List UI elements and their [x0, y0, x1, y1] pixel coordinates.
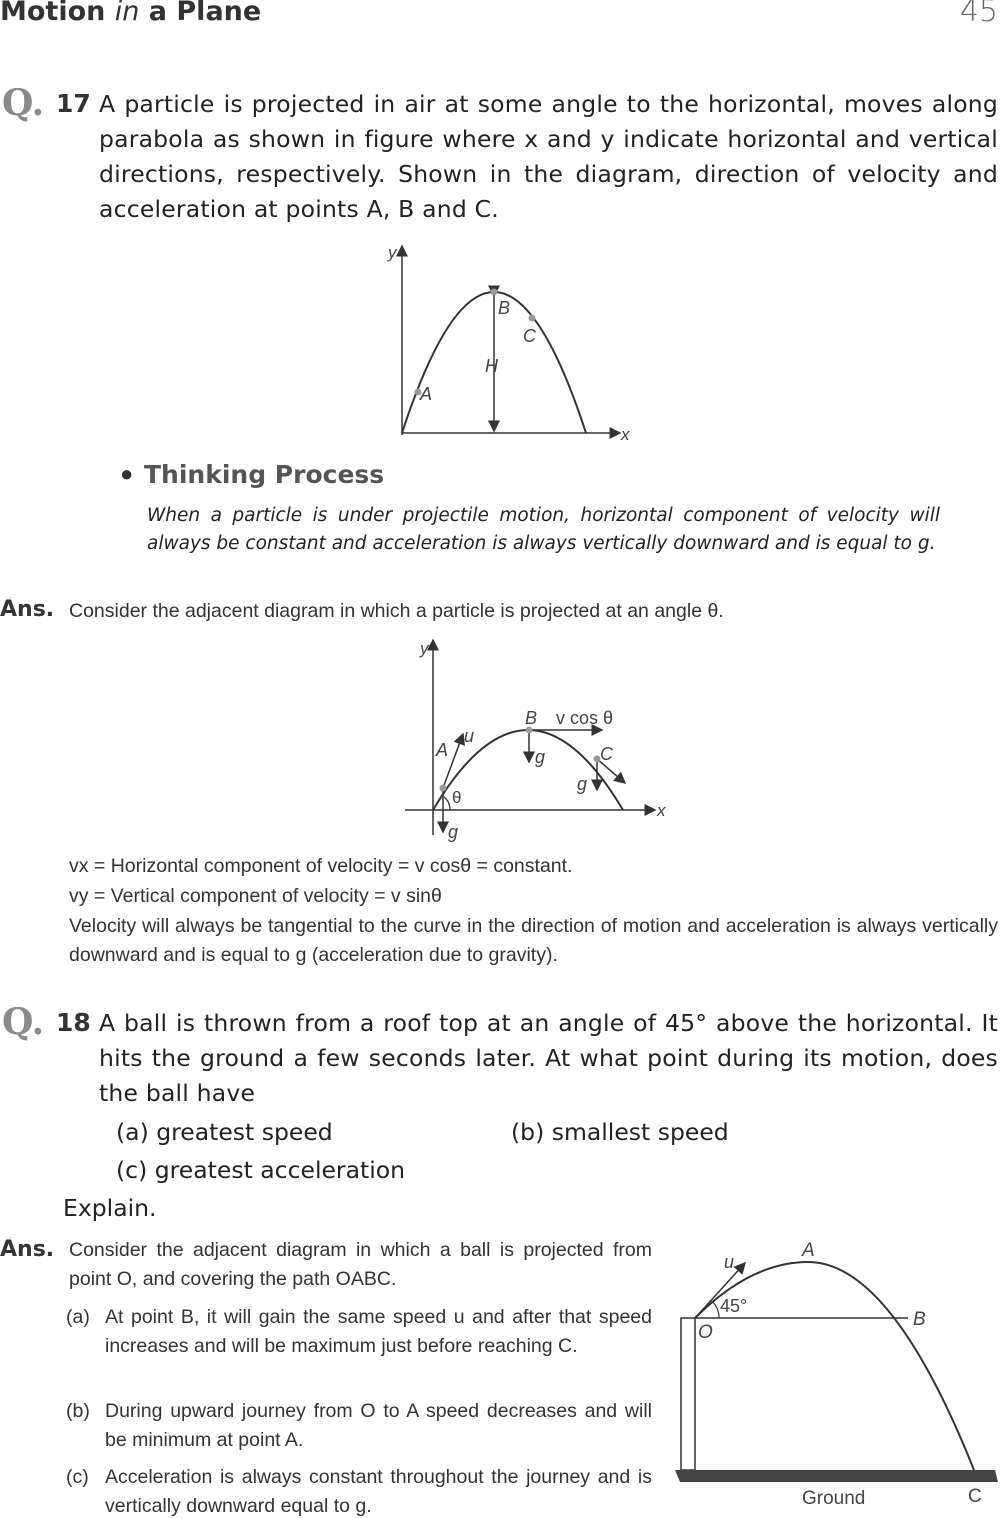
svg-text:Ground: Ground [802, 1488, 866, 1509]
vy-line: vy = Vertical component of velocity = v sinθ [69, 885, 442, 907]
svg-text:x: x [657, 801, 666, 820]
svg-text:H: H [485, 356, 498, 376]
vx-line: vx = Horizontal component of velocity = v cosθ = constant. [69, 855, 573, 877]
svg-text:u: u [724, 1252, 735, 1272]
answer-intro: Consider the adjacent diagram in which a particle is projected at an angle θ. [69, 600, 724, 622]
svg-text:g: g [535, 747, 546, 767]
svg-text:x: x [621, 425, 630, 444]
thinking-process-title: Thinking Process [144, 460, 385, 489]
svg-text:C: C [523, 326, 536, 346]
svg-text:B: B [913, 1309, 926, 1330]
question-mark: Q. [2, 82, 45, 124]
svg-text:v cos θ: v cos θ [556, 708, 614, 728]
answer-c-text: Acceleration is always constant throughout the journey and is vertically downward equal to g. [105, 1466, 652, 1517]
answer-conclusion: Velocity will always be tangential to the curve in the direction of motion and acceleration is always vertically downward and is equal to g (acceleration due to gravity). [69, 915, 998, 966]
question-text: A particle is projected in air at some angle to the horizontal, moves along parabola as shown in figure where x and y indicate horizontal and vertical directions, respectively. Shown in the diagram, direction of velocity and acceleration at points A, B and C. [99, 90, 998, 223]
explain-label: Explain. [63, 1194, 157, 1222]
answer-c-label: (c) [66, 1466, 89, 1488]
page-number: 45 [959, 0, 998, 29]
lightbulb-icon: ● [120, 461, 134, 486]
thinking-process-text: When a particle is under projectile motion, horizontal component of velocity will always be constant and acceleration is always vertically downward and is equal to g. [147, 505, 940, 554]
svg-text:y: y [388, 243, 397, 262]
svg-text:B: B [525, 708, 538, 728]
svg-text:θ: θ [452, 788, 462, 807]
svg-text:B: B [498, 298, 511, 318]
svg-text:g: g [577, 774, 588, 794]
question-number: 17 [56, 89, 91, 118]
option-c: (c) greatest acceleration [116, 1156, 406, 1184]
svg-text:u: u [464, 726, 475, 746]
svg-text:O: O [698, 1322, 713, 1343]
question-text: A ball is thrown from a roof top at an angle of 45° above the horizontal. It hits the ground a few seconds later. At what point during its motion, does the ball have [99, 1009, 998, 1107]
answer-label: Ans. [0, 1237, 55, 1262]
svg-text:g: g [448, 822, 459, 842]
svg-text:y: y [420, 639, 429, 658]
answer-label: Ans. [0, 597, 55, 622]
answer-b-label: (b) [66, 1400, 90, 1422]
answer-a-text: At point B, it will gain the same speed u and after that speed increases and will be maximum just before reaching C. [105, 1306, 652, 1357]
svg-text:C: C [600, 744, 613, 764]
option-a: (a) greatest speed [116, 1118, 333, 1146]
answer-intro: Consider the adjacent diagram in which a ball is projected from point O, and covering the path OABC. [69, 1239, 652, 1290]
chapter-title: Motion in a Plane [0, 0, 262, 27]
svg-text:C: C [968, 1486, 982, 1507]
answer-a-label: (a) [66, 1306, 90, 1328]
question-number: 18 [56, 1008, 91, 1037]
roof-projectile-diagram [675, 1240, 998, 1509]
svg-text:A: A [436, 740, 449, 760]
question-mark: Q. [2, 1001, 45, 1043]
trajectory-diagram-2 [405, 639, 666, 842]
svg-text:A: A [420, 384, 433, 404]
trajectory-diagram-1 [387, 243, 630, 444]
answer-b-text: During upward journey from O to A speed decreases and will be minimum at point A. [105, 1400, 652, 1451]
svg-text:45°: 45° [720, 1296, 748, 1316]
svg-text:A: A [802, 1240, 815, 1261]
option-b: (b) smallest speed [511, 1118, 729, 1146]
